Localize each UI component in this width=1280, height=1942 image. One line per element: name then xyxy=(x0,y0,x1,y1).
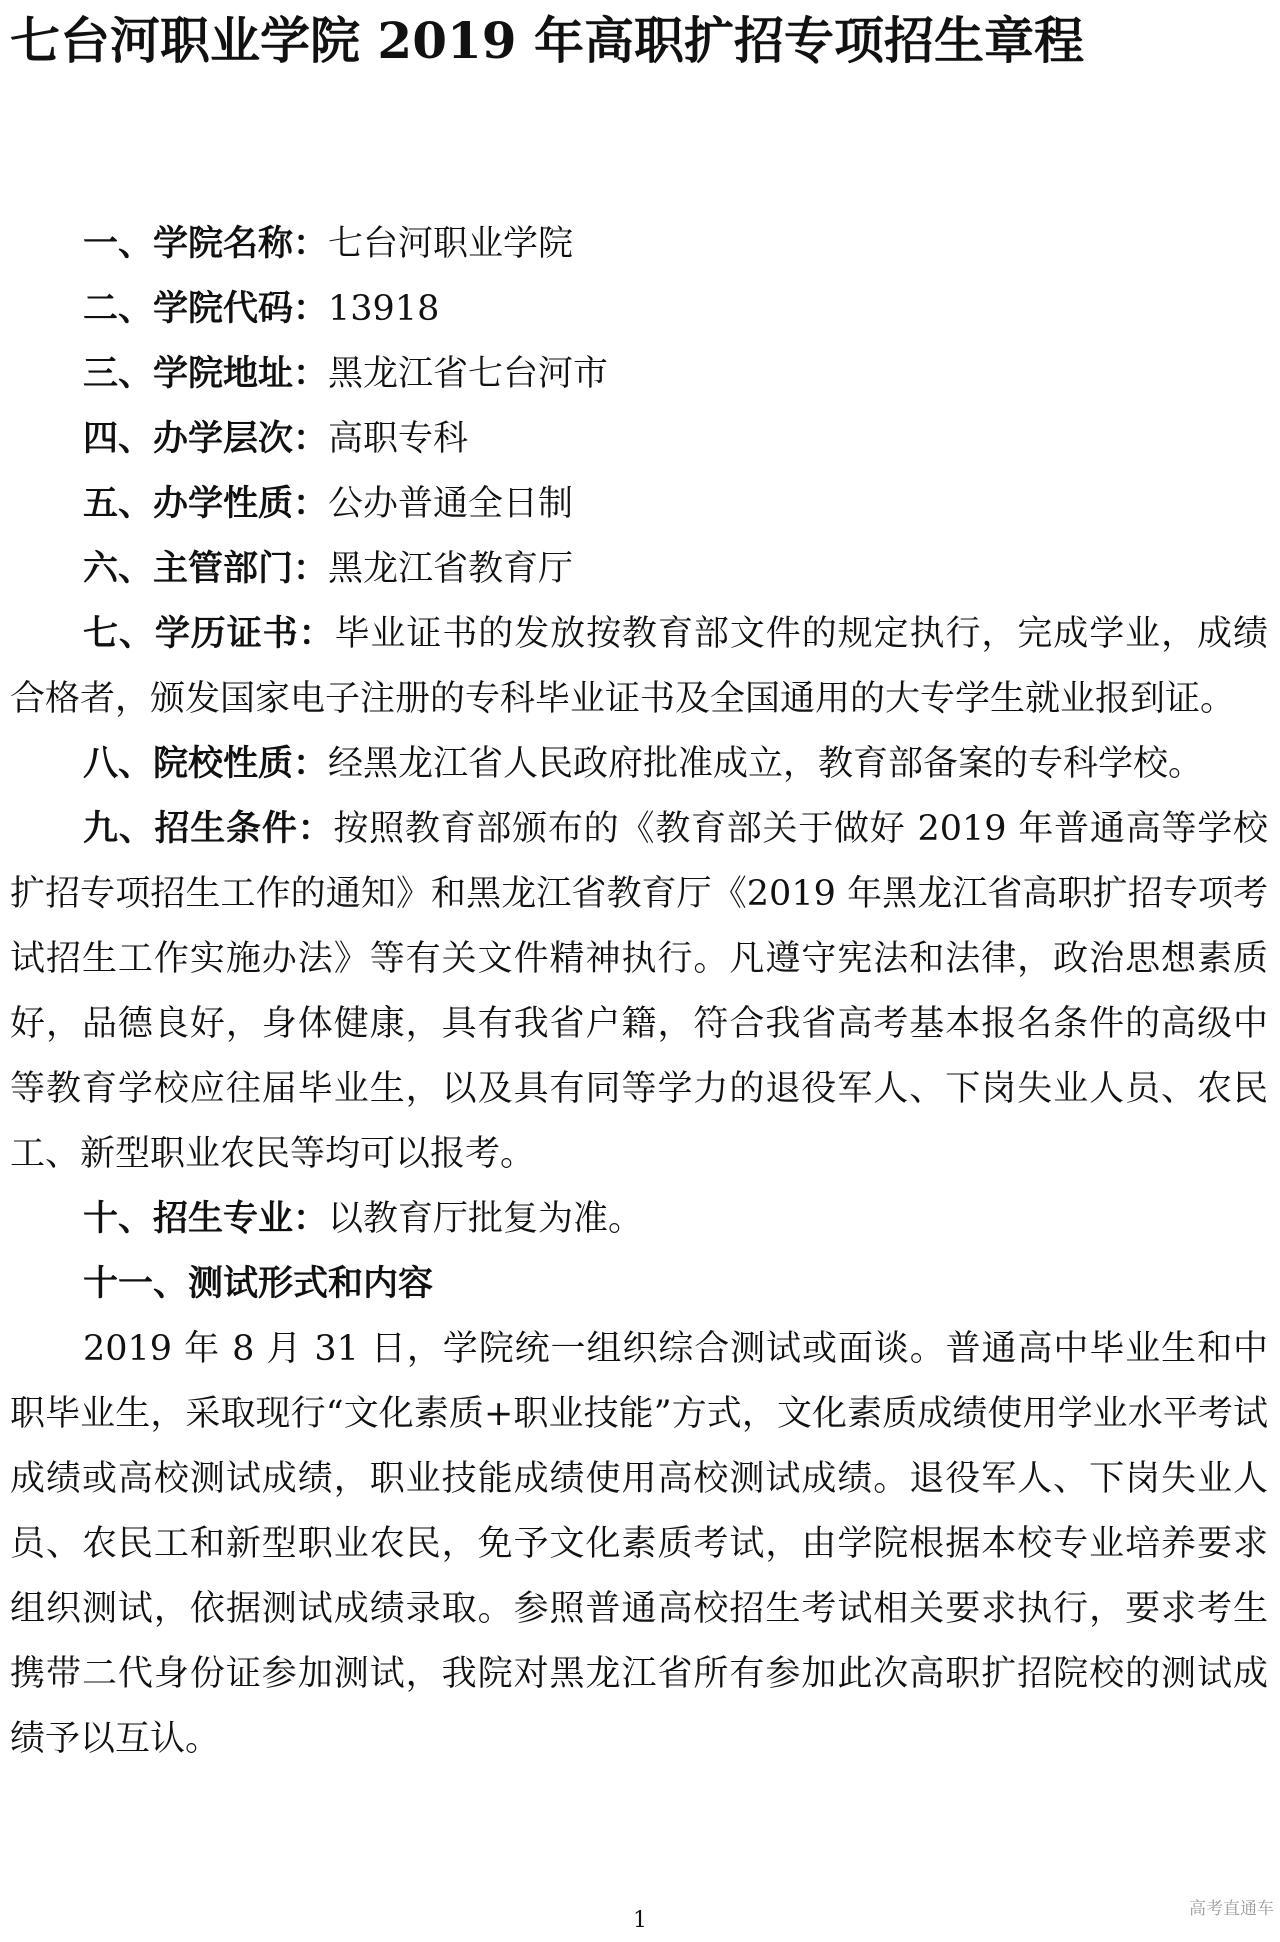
item-text: 按照教育部颁布的《教育部关于做好 2019 年普通高等学校扩招专项招生工作的通知》和黑龙江省教育厅《2019 年黑龙江省高职扩招专项考试招生工作实施办法》等有关文件精神执行。凡遵守宪法和法律，政治思想素质好，品德良好，身体健康，具有我省户籍，符合我省高考基本报名条件的高级中等教育学校应往届毕业生，以及具有同等学力的退役军人、下岗失业人员、农民工、新型职业农民等均可以报考。 xyxy=(10,809,1268,1174)
item-heading: 六、主管部门： xyxy=(83,549,329,589)
item-heading: 七、学历证书： xyxy=(83,614,335,654)
item-text: 13918 xyxy=(328,289,440,329)
document-body xyxy=(10,212,1268,1772)
item-school-address xyxy=(10,342,1268,407)
item-test-format-content xyxy=(10,1317,1268,1772)
item-heading: 三、学院地址： xyxy=(83,354,329,394)
item-text: 以教育厅批复为准。 xyxy=(328,1199,644,1239)
item-heading: 八、院校性质： xyxy=(83,744,329,784)
item-school-name xyxy=(10,212,1268,277)
section-heading: 十一、测试形式和内容 xyxy=(83,1264,434,1304)
item-text: 七台河职业学院 xyxy=(328,224,574,264)
item-text: 2019 年 8 月 31 日，学院统一组织综合测试或面谈。普通高中毕业生和中职毕业生，采取现行“文化素质+职业技能”方式，文化素质成绩使用学业水平考试成绩或高校测试成绩，职业技能成绩使用高校测试成绩。退役军人、下岗失业人员、农民工和新型职业农民，免予文化素质考试，由学院根据本校专业培养要求组织测试，依据测试成绩录取。参照普通高校招生考试相关要求执行，要求考生携带二代身份证参加测试，我院对黑龙江省所有参加此次高职扩招院校的测试成绩予以互认。 xyxy=(10,1329,1268,1759)
item-text: 黑龙江省教育厅 xyxy=(328,549,574,589)
item-school-nature xyxy=(10,472,1268,537)
item-text: 毕业证书的发放按教育部文件的规定执行，完成学业，成绩合格者，颁发国家电子注册的专科毕业证书及全国通用的大专学生就业报到证。 xyxy=(10,614,1268,719)
watermark: 高考直通车 xyxy=(1189,1899,1274,1919)
item-institution-type xyxy=(10,732,1268,797)
page-number: 1 xyxy=(633,1908,647,1933)
item-text: 公办普通全日制 xyxy=(328,484,574,524)
item-text: 经黑龙江省人民政府批准成立，教育部备案的专科学校。 xyxy=(328,744,1204,784)
item-heading: 十、招生专业： xyxy=(83,1199,329,1239)
item-education-level xyxy=(10,407,1268,472)
item-heading: 五、办学性质： xyxy=(83,484,329,524)
item-heading: 一、学院名称： xyxy=(83,224,329,264)
item-heading: 二、学院代码： xyxy=(83,289,329,329)
document-title: 七台河职业学院 2019 年高职扩招专项招生章程 xyxy=(10,11,1084,70)
item-text: 黑龙江省七台河市 xyxy=(328,354,609,394)
item-admission-conditions xyxy=(10,797,1268,1187)
item-majors xyxy=(10,1187,1268,1252)
item-supervising-department xyxy=(10,537,1268,602)
item-heading: 四、办学层次： xyxy=(83,419,329,459)
item-diploma xyxy=(10,602,1268,732)
item-test-format-heading xyxy=(10,1252,1268,1317)
item-school-code xyxy=(10,277,1268,342)
item-text: 高职专科 xyxy=(328,419,469,459)
item-heading: 九、招生条件： xyxy=(83,809,334,849)
